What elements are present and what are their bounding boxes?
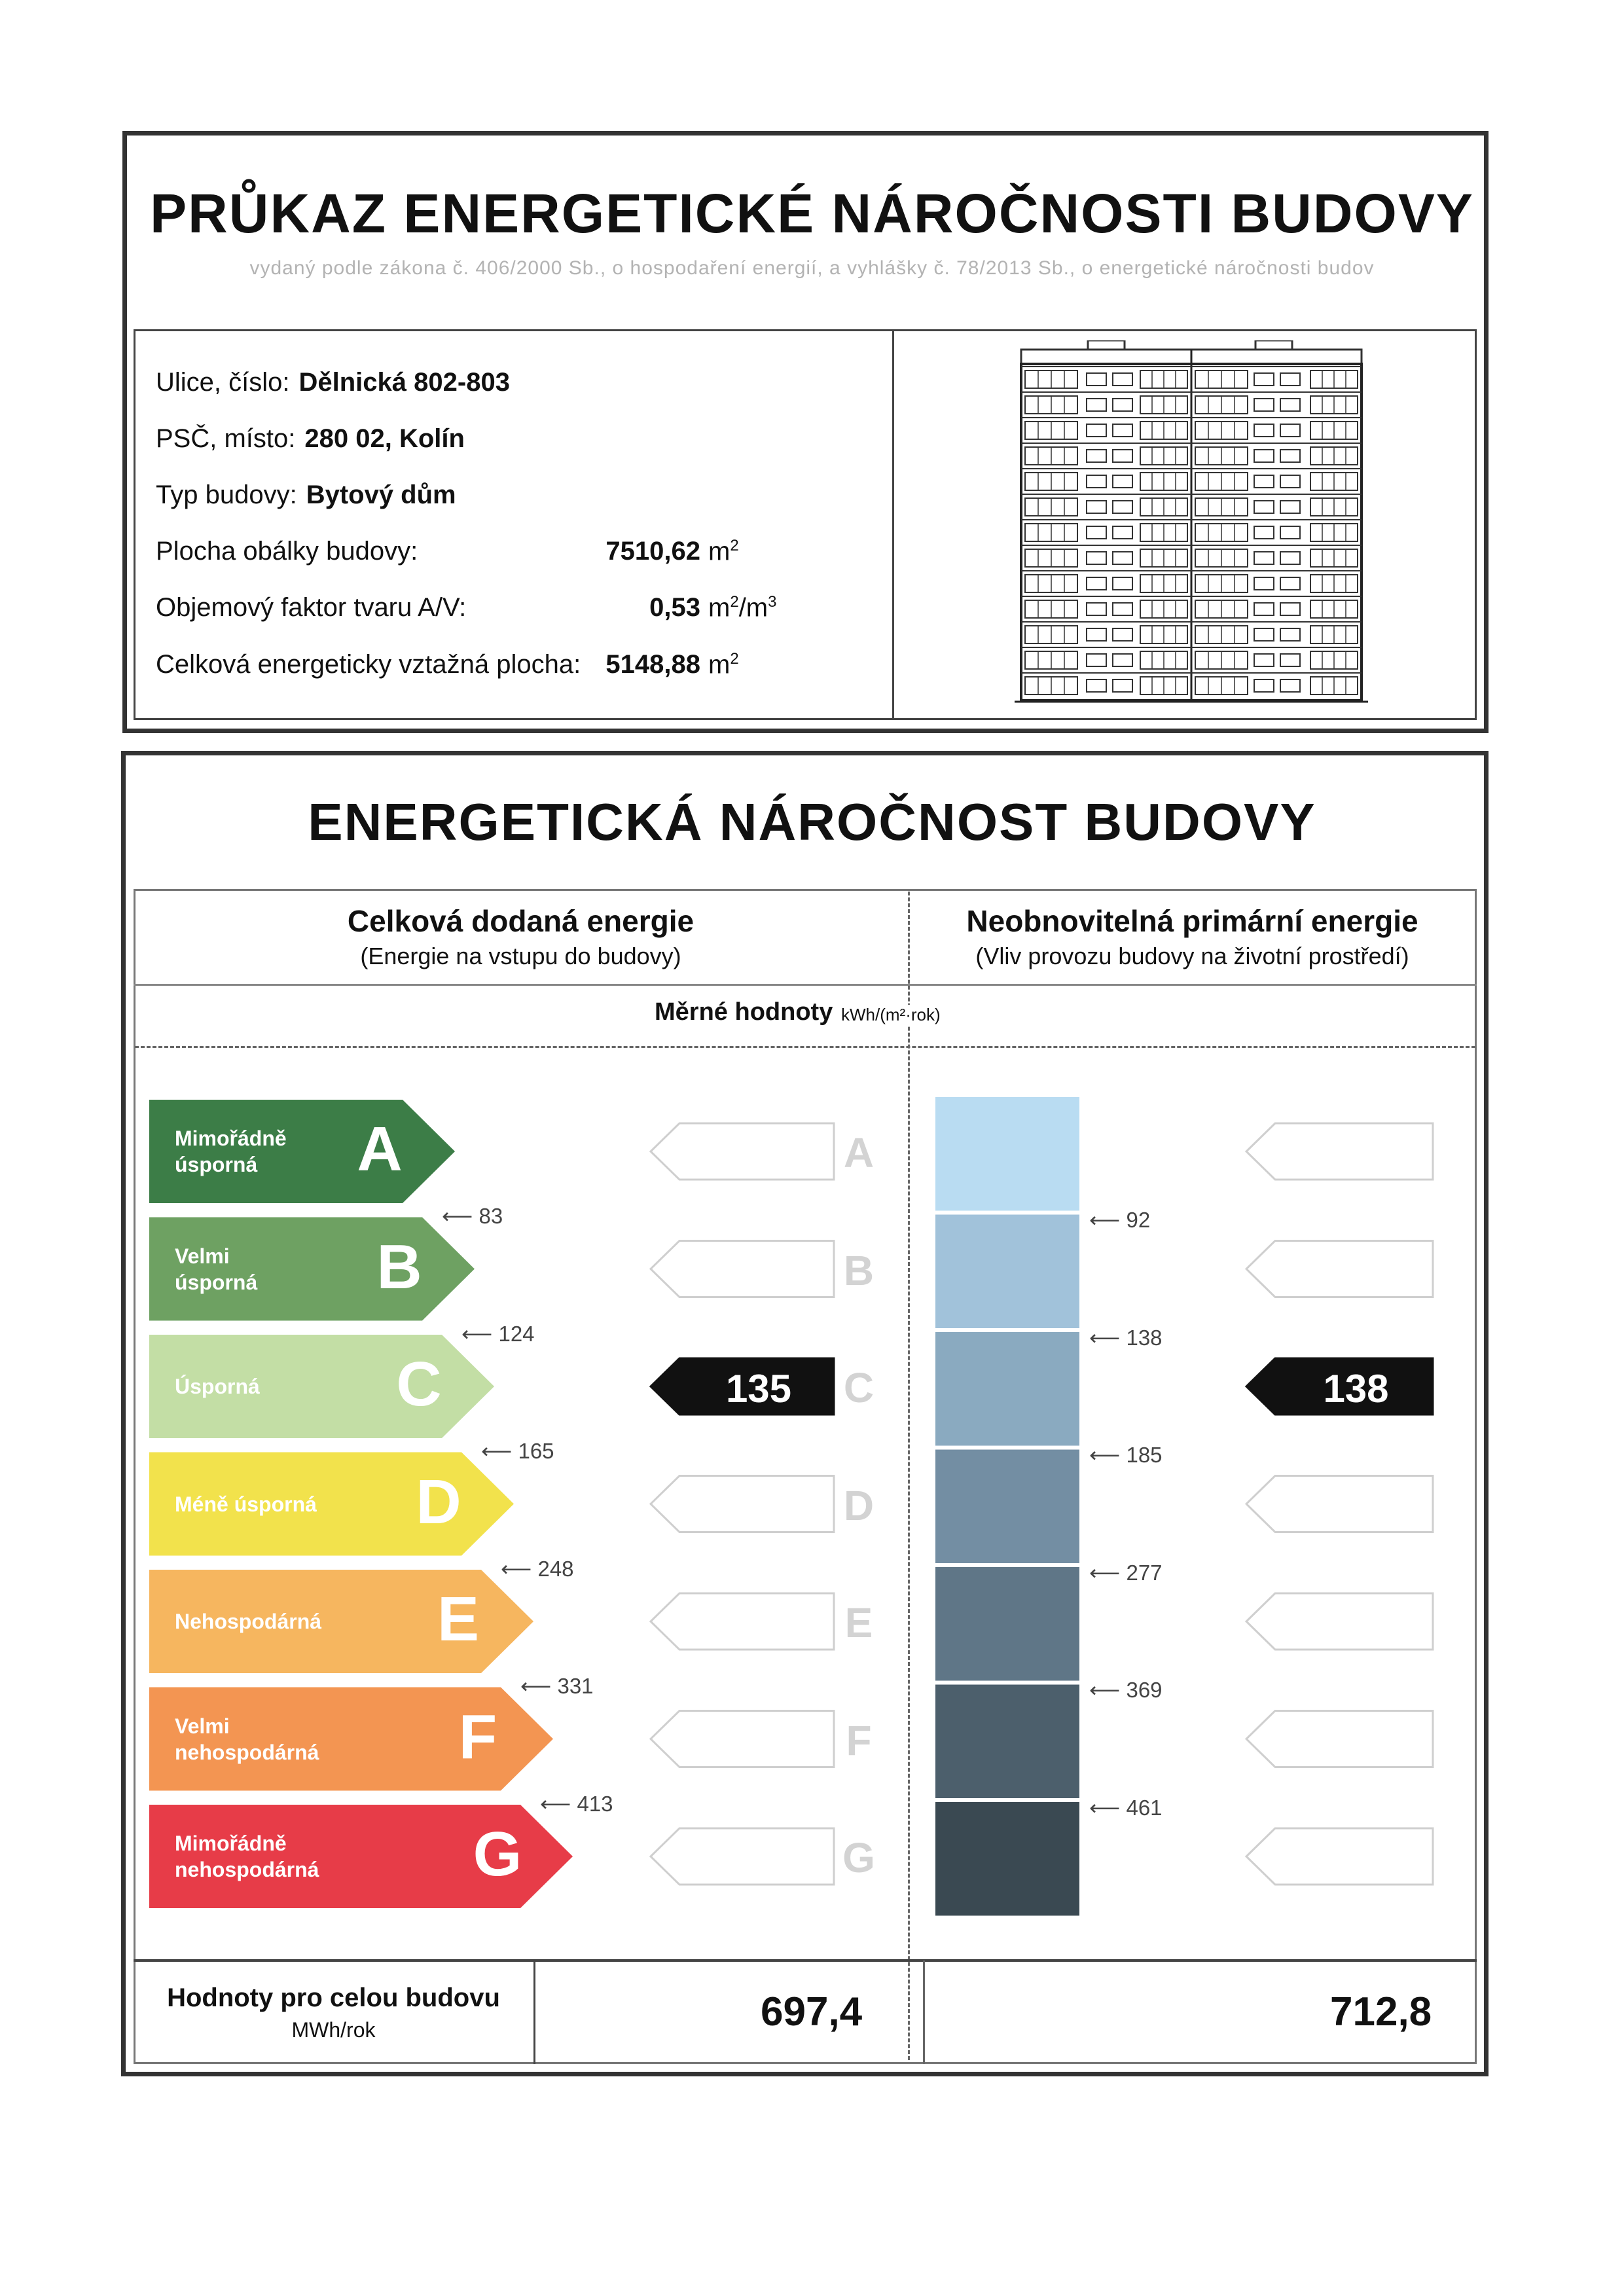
right-marker-a <box>1246 1123 1433 1180</box>
building-drawing <box>1015 340 1368 707</box>
left-marker-letter-f: F <box>846 1716 872 1764</box>
area-label: Celková energeticky vztažná plocha: <box>156 650 581 679</box>
left-marker-a <box>651 1123 834 1180</box>
type-value: Bytový dům <box>306 480 456 509</box>
class-band-letter-g: G <box>473 1819 522 1889</box>
city-value: 280 02, Kolín <box>304 424 465 453</box>
left-marker-letter-d: D <box>843 1481 875 1529</box>
totals-top-rule <box>134 1959 1477 1962</box>
class-band-label-c: Úsporná <box>175 1375 260 1398</box>
street-value: Dělnická 802-803 <box>298 368 510 397</box>
envelope-label: Plocha obálky budovy: <box>156 537 418 566</box>
left-marker-f <box>651 1711 834 1767</box>
class-band-letter-c: C <box>396 1349 442 1419</box>
class-band-label-a: Mimořádně úsporná <box>175 1127 287 1176</box>
header-bottom-rule <box>134 984 1477 986</box>
av-value: 0,53 <box>649 593 700 622</box>
type-row <box>156 480 456 510</box>
envelope-unit: $m^2$ <box>708 537 739 566</box>
left-marker-d <box>651 1476 834 1532</box>
city-label: PSČ, místo: <box>156 424 296 453</box>
city-row <box>156 424 465 454</box>
area-unit: $m^2$ <box>708 650 739 679</box>
left-threshold-248: ⟵ 248 <box>501 1556 574 1581</box>
class-band-label-d: Méně úsporná <box>175 1492 317 1516</box>
left-threshold-413: ⟵ 413 <box>540 1791 613 1816</box>
type-label: Typ budovy: <box>156 480 297 509</box>
right-marker-e <box>1246 1593 1433 1650</box>
certificate-subtitle: vydaný podle zákona č. 406/2000 Sb., o hospodaření energií, a vyhlášky č. 78/2013 Sb., o energetické náročnosti budov <box>249 257 1375 279</box>
left-marker-letter-e: E <box>844 1599 873 1646</box>
class-band-label-f: Velmi nehospodárná <box>175 1714 319 1764</box>
energy-scale <box>134 1047 1477 1918</box>
right-scale-band-d <box>935 1450 1079 1564</box>
specific-values-unit: kWh/(m²·rok) <box>841 1005 947 1025</box>
right-threshold-461: ⟵ 461 <box>1089 1795 1163 1820</box>
totals-label-divider <box>533 1961 535 2064</box>
right-threshold-92: ⟵ 92 <box>1089 1208 1151 1232</box>
right-scale-band-c <box>935 1332 1079 1446</box>
left-marker-g <box>651 1828 834 1885</box>
area-value: 5148,88 <box>605 650 700 679</box>
class-band-letter-d: D <box>416 1466 461 1537</box>
left-marker-letter-g: G <box>842 1834 875 1881</box>
left-threshold-165: ⟵ 165 <box>481 1439 554 1463</box>
class-band-label-e: Nehospodárná <box>175 1610 322 1633</box>
right-threshold-369: ⟵ 369 <box>1089 1678 1163 1702</box>
right-threshold-185: ⟵ 185 <box>1089 1443 1163 1467</box>
left-threshold-83: ⟵ 83 <box>442 1204 503 1228</box>
right-marker-g <box>1246 1828 1433 1885</box>
specific-values-label: Měrné hodnoty <box>648 998 839 1026</box>
rating-title: ENERGETICKÁ NÁROČNOST BUDOVY <box>308 793 1316 851</box>
totals-right-divider <box>923 1961 925 2064</box>
street-row <box>156 368 510 397</box>
right-scale-band-a <box>935 1097 1079 1211</box>
right-value-marker-text: 138 <box>1323 1367 1389 1411</box>
class-band-letter-e: E <box>437 1584 480 1654</box>
class-band-label-b: Velmi úsporná <box>175 1244 258 1294</box>
av-label: Objemový faktor tvaru A/V: <box>156 593 467 622</box>
right-total-value: 712,8 <box>1330 1989 1432 2034</box>
left-threshold-124: ⟵ 124 <box>461 1321 535 1346</box>
right-scale-band-b <box>935 1215 1079 1329</box>
class-band-letter-f: F <box>458 1701 497 1772</box>
right-marker-d <box>1246 1476 1433 1532</box>
left-threshold-331: ⟵ 331 <box>520 1674 594 1698</box>
right-scale-band-g <box>935 1802 1079 1916</box>
street-label: Ulice, číslo: <box>156 368 290 397</box>
left-marker-e <box>651 1593 834 1650</box>
class-band-letter-a: A <box>357 1114 403 1184</box>
right-marker-f <box>1246 1711 1433 1767</box>
av-unit: $m^2/m^3$ <box>708 593 777 623</box>
left-marker-b <box>651 1241 834 1297</box>
right-column-title: Neobnovitelná primární energie <box>966 904 1418 938</box>
totals-unit: MWh/rok <box>291 2018 376 2042</box>
right-marker-b <box>1246 1241 1433 1297</box>
right-scale-band-e <box>935 1567 1079 1681</box>
right-threshold-277: ⟵ 277 <box>1089 1560 1163 1585</box>
totals-label: Hodnoty pro celou budovu <box>167 1983 500 2012</box>
left-marker-letter-a: A <box>843 1129 875 1176</box>
right-column-subtitle: (Vliv provozu budovy na životní prostředí) <box>975 943 1409 969</box>
envelope-value: 7510,62 <box>605 537 700 566</box>
left-column-subtitle: (Energie na vstupu do budovy) <box>360 943 681 969</box>
right-scale-band-f <box>935 1685 1079 1799</box>
left-total-value: 697,4 <box>761 1989 863 2034</box>
certificate-title: PRŮKAZ ENERGETICKÉ NÁROČNOSTI BUDOVY <box>150 183 1474 244</box>
class-band-letter-b: B <box>376 1231 422 1302</box>
left-marker-letter-c: C <box>843 1364 875 1411</box>
left-value-marker-text: 135 <box>725 1367 792 1411</box>
left-column-title: Celková dodaná energie <box>347 904 695 938</box>
right-threshold-138: ⟵ 138 <box>1089 1325 1163 1350</box>
class-band-label-g: Mimořádně nehospodárná <box>175 1832 319 1881</box>
left-marker-letter-b: B <box>843 1246 875 1294</box>
